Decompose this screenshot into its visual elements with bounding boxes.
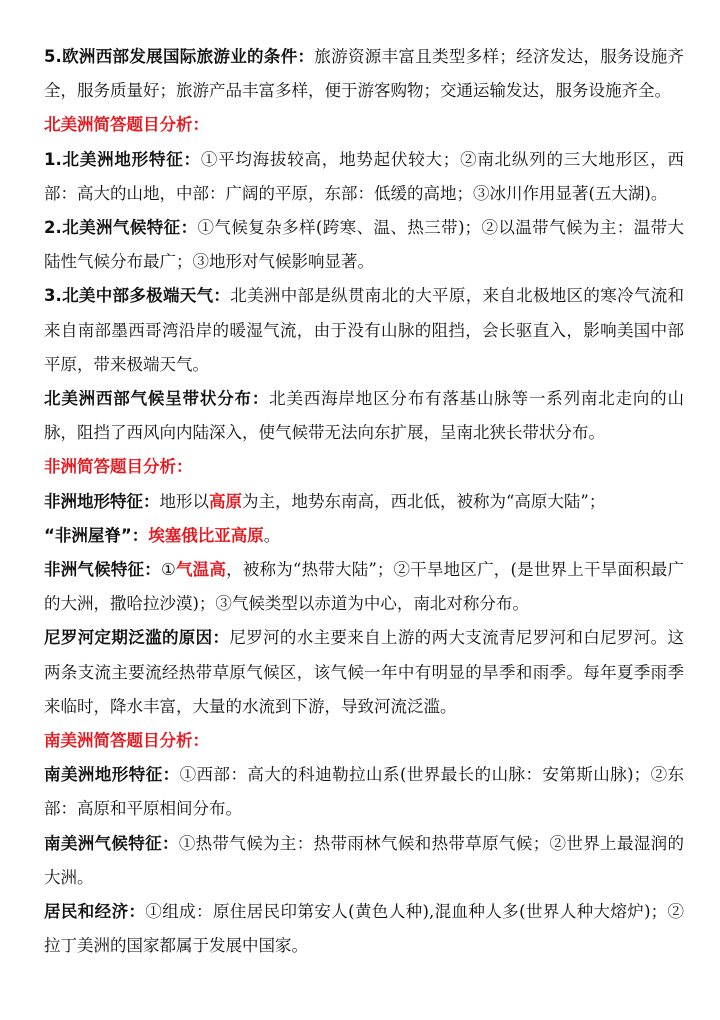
document-page [44,40,684,963]
africa-climate-highlight: 气温高 [175,560,227,580]
africa-roof-end: 。 [263,525,281,545]
africa-heading-text: 非洲简答题目分析： [44,457,193,477]
nile-flood-title: 尼罗河定期泛滥的原因： [44,628,230,648]
north-america-heading [44,108,684,142]
na-climate-title: 2.北美洲气候特征： [44,218,198,238]
africa-terrain-title: 非洲地形特征： [44,491,160,511]
na-west-climate-body: 北美西海岸地区分布有落基山脉等一系列南北走向的山脉，阻挡了西风向内陆深入，使气候带无法向东扩展，呈南北狭长带状分布。 [44,389,685,443]
sa-climate-title: 南美洲气候特征： [44,833,179,853]
africa-climate-paragraph [44,553,684,621]
na-west-climate-paragraph [44,382,684,450]
sa-people-economy-body: ①组成：原住居民印第安人(黄色人种),混血种人多(世界人种大熔炉)；②拉丁美洲的国家都属于发展中国家。 [44,902,685,956]
africa-terrain-body-end: 为主，地势东南高，西北低，被称为“高原大陆”； [242,491,606,511]
na-terrain-title: 1.北美洲地形特征： [44,149,201,169]
na-extreme-weather-paragraph [44,279,684,382]
na-climate-paragraph [44,211,684,279]
sa-climate-body: ①热带气候为主：热带雨林气候和热带草原气候；②世界上最湿润的大洲。 [44,833,685,887]
africa-roof-highlight: 埃塞俄比亚高原 [148,525,264,545]
africa-climate-body-end: ，被称为“热带大陆”；②干旱地区广，(是世界上干旱面积最广的大洲，撒哈拉沙漠)；③气候类型以赤道为中心，南北对称分布。 [44,560,685,614]
nile-flood-body: 尼罗河的水主要来自上游的两大支流青尼罗河和白尼罗河。这两条支流主要流经热带草原气候区，该气候一年中有明显的旱季和雨季。每年夏季雨季来临时，降水丰富，大量的水流到下游，导致河流泛滥。 [44,628,685,716]
sa-terrain-paragraph [44,758,684,826]
africa-terrain-highlight: 高原 [209,491,242,511]
africa-roof-paragraph [44,519,684,553]
na-extreme-weather-body: 北美洲中部是纵贯南北的大平原，来自北极地区的寒冷气流和来自南部墨西哥湾沿岸的暖湿气流，由于没有山脉的阻挡，会长驱直入，影响美国中部平原，带来极端天气。 [44,286,685,374]
europe-tourism-title: 5.欧洲西部发展国际旅游业的条件： [44,47,315,66]
sa-terrain-body: ①西部：高大的科迪勒拉山系(世界最长的山脉：安第斯山脉)；②东部：高原和平原相间分布。 [44,765,685,819]
na-west-climate-title: 北美洲西部气候呈带状分布： [44,389,270,409]
na-climate-body: ①气候复杂多样(跨寒、温、热三带)；②以温带气候为主：温带大陆性气候分布最广；③地形对气候影响显著。 [44,218,685,272]
nile-flood-paragraph [44,621,684,724]
north-america-heading-text: 北美洲简答题目分析： [44,115,209,135]
south-america-heading-text: 南美洲简答题目分析： [44,731,209,751]
europe-tourism-body: 旅游资源丰富且类型多样；经济发达，服务设施齐全，服务质量好；旅游产品丰富多样，便于游客购物；交通运输发达，服务设施齐全。 [44,47,685,101]
south-america-heading [44,724,684,758]
sa-people-economy-title: 居民和经济： [44,902,146,922]
africa-climate-title: 非洲气候特征： [44,560,161,580]
africa-terrain-paragraph [44,485,684,519]
sa-climate-paragraph [44,827,684,895]
sa-people-economy-paragraph [44,895,684,963]
africa-climate-body-start: ① [160,560,176,580]
na-terrain-body: ①平均海拔较高，地势起伏较大；②南北纵列的三大地形区，西部：高大的山地，中部：广阔的平原，东部：低缓的高地；③冰川作用显著(五大湖)。 [44,149,685,203]
africa-roof-title: “非洲屋脊”： [44,525,149,545]
na-terrain-paragraph [44,143,684,211]
sa-terrain-title: 南美洲地形特征： [44,765,180,785]
europe-tourism-paragraph [44,40,684,108]
africa-heading [44,450,684,484]
na-extreme-weather-title: 3.北美中部多极端天气： [44,286,231,306]
africa-terrain-body-start: 地形以 [159,491,209,511]
